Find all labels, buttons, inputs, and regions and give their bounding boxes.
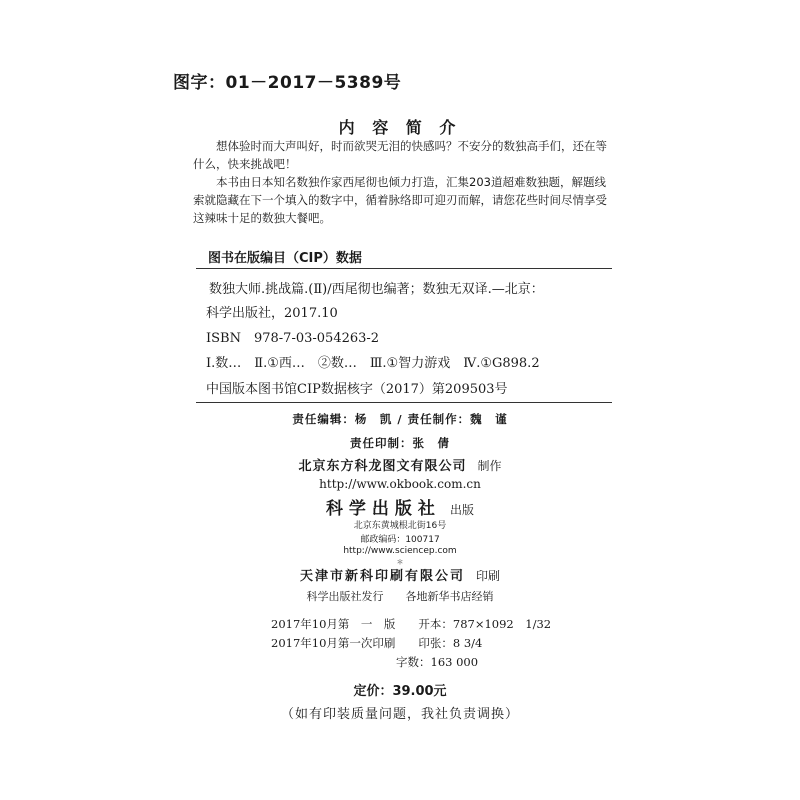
postal-code: 邮政编码：100717 — [360, 535, 440, 545]
cip-line-1: 数独大师.挑战篇.(Ⅱ)/西尾彻也编著；数独无双译.—北京： — [209, 282, 544, 297]
producer-name: 北京东方科龙图文有限公司 — [298, 459, 467, 474]
distribution-line: 科学出版社发行 各地新华书店经销 — [306, 590, 494, 603]
printer-line — [0, 565, 800, 584]
publisher-suffix: 出版 — [450, 503, 475, 517]
printer-name: 天津市新科印刷有限公司 — [299, 569, 465, 584]
edition-line-3: 字数：163 000 — [396, 655, 479, 669]
producer-suffix: 制作 — [477, 459, 502, 473]
publisher-address: 北京东黄城根北街16号 — [353, 521, 447, 531]
cip-top-rule — [196, 268, 612, 269]
cip-record-number: 中国版本图书馆CIP数据核字（2017）第209503号 — [206, 382, 508, 397]
cip-line-2: 科学出版社，2017.10 — [206, 306, 338, 321]
summary-paragraph-1: 想体验时而大声叫好，时而欲哭无泪的快感吗？不安分的数独高手们，还在等什么，快来挑战吧！ — [193, 139, 607, 171]
publisher-url: http://www.sciencep.com — [343, 546, 457, 556]
divider-marker: ＊ — [396, 558, 404, 566]
summary-title: 内 容 简 介 — [338, 118, 462, 137]
registration-number: 图字：01－2017－5389号 — [173, 73, 402, 93]
producer-line — [0, 455, 800, 474]
price: 定价：39.00元 — [353, 684, 447, 699]
quality-notice: （如有印装质量问题，我社负责调换） — [280, 707, 519, 722]
summary-paragraph-2: 本书由日本知名数独作家西尾彻也倾力打造，汇集203道超难数独题，解题线索就隐藏在下一个填入的数字中，循着脉络即可迎刃而解，请您花些时间尽情享受这辣味十足的数独大餐吧。 — [193, 175, 607, 225]
edition-line-2: 2017年10月第一次印刷 印张：8 3/4 — [271, 636, 483, 650]
producer-url: http://www.okbook.com.cn — [319, 477, 481, 491]
publisher-line — [0, 494, 800, 519]
editors-line: 责任编辑：杨 凯 / 责任制作：魏 谨 — [292, 412, 508, 426]
print-supervisor: 责任印制：张 倩 — [350, 436, 450, 450]
edition-line-1: 2017年10月第 一 版 开本：787×1092 1/32 — [271, 617, 552, 631]
cip-bottom-rule — [196, 402, 612, 403]
printer-suffix: 印刷 — [476, 569, 501, 583]
publisher-name: 科学出版社 — [325, 499, 441, 519]
cip-classification: Ⅰ.数… Ⅱ.①西… ②数… Ⅲ.①智力游戏 Ⅳ.①G898.2 — [206, 356, 540, 371]
cip-isbn: ISBN 978-7-03-054263-2 — [206, 331, 380, 346]
cip-heading: 图书在版编目（CIP）数据 — [208, 251, 362, 266]
